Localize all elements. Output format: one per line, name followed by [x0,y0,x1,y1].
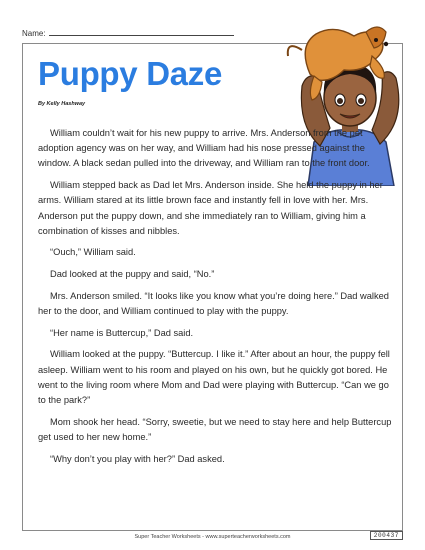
paragraph: “Her name is Buttercup,” Dad said. [50,327,194,338]
puppy-tail [288,46,302,56]
paragraph: Mrs. Anderson smiled. “It looks like you know what you’re doing here.” Dad walked her to the door, and William continued to play with the puppy. [38,290,389,317]
puppy-eye [374,38,378,42]
name-line-rule [49,29,234,36]
name-field [22,29,234,38]
paragraph: “Ouch,” William said. [50,247,136,258]
puppy-nose [384,42,388,46]
worksheet-code: 200437 [370,531,403,540]
paragraph: William stepped back as Dad let Mrs. Anderson inside. She held the puppy in her arms. William stared at its little brown face and instantly fell in love with her. Mrs. Anderson put the puppy down, and she immediately ran to William, giving him a combination of kisses and nibbles. [38,180,383,236]
page-title: Puppy Daze [38,55,223,92]
paragraph: “Why don’t you play with her?” Dad asked. [50,453,225,464]
paragraph: William couldn’t wait for his new puppy to arrive. Mrs. Anderson from the pet adoption agency was on her way, and William had his nose pressed against the window. A black sedan pulled into the driveway, and William ran to the front door. [38,128,370,169]
paragraph: Mom shook her head. “Sorry, sweetie, but we need to stay here and help Buttercup get used to her new home.” [38,416,392,442]
paragraph: Dad looked at the puppy and said, “No.” [50,269,215,280]
name-label: Name: [22,29,46,38]
byline: By Kelly Hashway [38,101,86,107]
paragraph: William looked at the puppy. “Buttercup. I like it.” After about an hour, the puppy fell asleep. William went to his room and played on his own, but he quickly got bored. He went to the living room where Mom and Dad were playing with Buttercup. “Can we go to the park?” [38,349,390,406]
footer-credit: Super Teacher Worksheets - www.superteacherworksheets.com [134,534,291,540]
story-text [38,126,392,473]
